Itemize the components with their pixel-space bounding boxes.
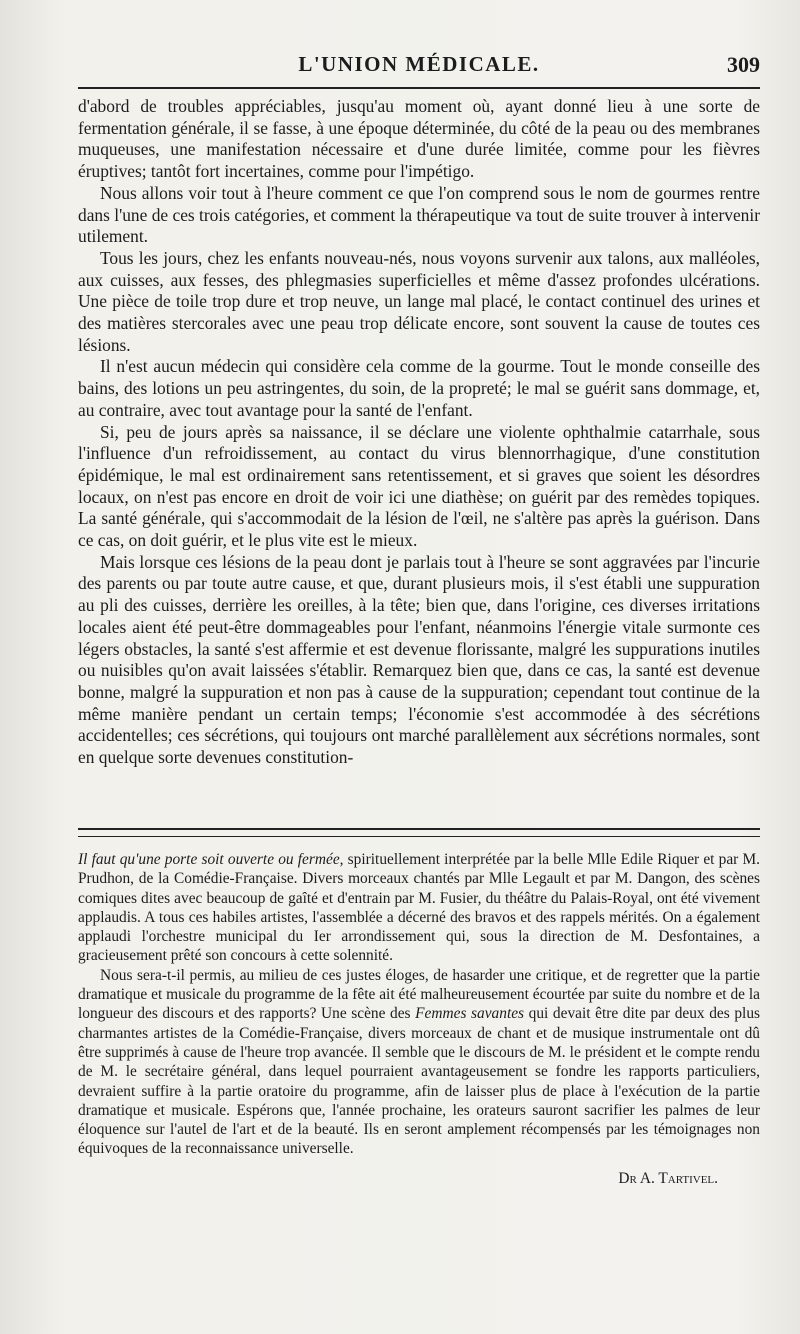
feuilleton-section [78,850,760,1188]
author-signature: Dr A. Tartivel. [618,1169,718,1187]
body-paragraph: Tous les jours, chez les enfants nouveau-nés, nous voyons survenir aux talons, aux malléoles, aux cuisses, aux fesses, des phlegmasies superficielles et même d'assez profondes ulcérations. Une pièce de toile trop dure et trop neuve, un lange mal placé, le contact continuel des urines et des matières stercorales avec une peau trop délicate encore, sont souvent la cause de toutes ces lésions. [78,247,760,355]
play-title: Il faut qu'une porte soit ouverte ou fermée, [78,851,344,868]
play-title: Femmes savantes [415,1005,525,1023]
feuilleton-text: Nous sera-t-il permis, au milieu de ces justes éloges, de hasarder une critique, et de regretter que la partie dramatique et musicale du programme de la fête ait été malheureusement écourtée par suite du nombre et de la longueur des discours et des rapports? Une scène des [78,966,760,1023]
body-paragraph: Mais lorsque ces lésions de la peau dont je parlais tout à l'heure se sont aggravées par l'incurie des parents ou par toute autre cause, et que, durant plusieurs mois, il s'est établi une suppuration au pli des cuisses, derrière les oreilles, à la tête; bien que, dans l'origine, ces diverses irritations locales aient été peut-être dommageables pour l'enfant, néanmoins l'énergie vitale surmonte ces légers obstacles, la santé s'est affermie et est devenue florissante, malgré les suppurations inutiles ou nuisibles qu'on avait laissées s'établir. Remarquez bien que, dans ce cas, la santé est devenue bonne, malgré la suppuration et non pas à cause de la suppuration; cependant tout continue de la même manière pendant un certain temps; l'économie s'est accommodée à des sécrétions accidentelles; ces sécrétions, qui toujours ont marché parallèlement aux sécrétions normales, sont en quelque sorte devenues constitution- [78,551,760,768]
article-body [78,96,760,769]
feuilleton-text: spirituellement interprétée par la belle Mlle Edile Riquer et par M. Prudhon, de la Comédie-Française. Divers morceaux chantés par Mlle Legault et par M. Dangon, des scènes comiques dites avec beaucoup de gaîté et d'entrain par M. Fusier, du théâtre du Palais-Royal, ont été vivement applaudis. A tous ces habiles artistes, l'assemblée a décerné des bravos et des rappels mérités. On a également applaudi l'orchestre municipal du Ier arrondissement qui, sous la direction de M. Desfontaines, a gracieusement prêté son concours à cette solennité. [78,851,760,965]
running-head [78,52,760,82]
feuilleton-paragraph [78,850,760,966]
body-paragraph: Si, peu de jours après sa naissance, il se déclare une violente ophthalmie catarrhale, sous l'influence d'un refroidissement, au contact du virus blennorrhagique, d'une constitution épidémique, le mal est ordinairement sans retentissement, et si graves que soient les désordres locaux, on n'est pas encore en droit de voir ici une diathèse; on guérit par des remèdes topiques. La santé générale, qui s'accommodait de la lésion de l'œil, ne s'altère pas après la guérison. Dans ce cas, on doit guérir, et le plus vite est le mieux. [78,421,760,551]
feuilleton-separator [78,828,760,837]
journal-title: L'UNION MÉDICALE. [298,52,540,76]
body-paragraph: Nous allons voir tout à l'heure comment ce que l'on comprend sous le nom de gourmes rentre dans l'une de ces trois catégories, et comment la thérapeutique va tout de suite trouver à intervenir utilement. [78,182,760,247]
body-paragraph: Il n'est aucun médecin qui considère cela comme de la gourme. Tout le monde conseille des bains, des lotions un peu astringentes, du soin, de la propreté; le mal se guérit sans dommage, et, au contraire, avec tout avantage pour la santé de l'enfant. [78,356,760,420]
page-number: 309 [727,52,760,77]
feuilleton-text: qui devait être dite par deux des plus charmantes artistes de la Comédie-Française, divers morceaux de chant et de musique instrumentale ont dû être supprimés à cause de l'heure trop avancée. Il semble que le discours de M. le président et le compte rendu de M. le secrétaire général, dans lequel pourraient avantageusement se fondre les rapports particuliers, devraient suffire à la partie oratoire du programme, afin de laisser plus de place à l'exécution de la partie dramatique et musicale. Espérons que, l'année prochaine, les orateurs sauront sacrifier les palmes de leur éloquence sur l'autel de l'art et de la beauté. Ils en seront amplement récompensés par les témoignages non équivoques de la reconnaissance universelle. [78,1005,761,1158]
body-paragraph: d'abord de troubles appréciables, jusqu'au moment où, ayant donné lieu à une sorte de fermentation générale, il se fasse, à une époque déterminée, du côté de la peau ou des membranes muqueuses, une manifestation nécessaire et d'une durée limitée, comme pour les fièvres éruptives; tantôt fort incertaines, comme pour l'impétigo. [78,96,760,182]
feuilleton-paragraph [78,966,760,1159]
header-rule [78,87,760,89]
